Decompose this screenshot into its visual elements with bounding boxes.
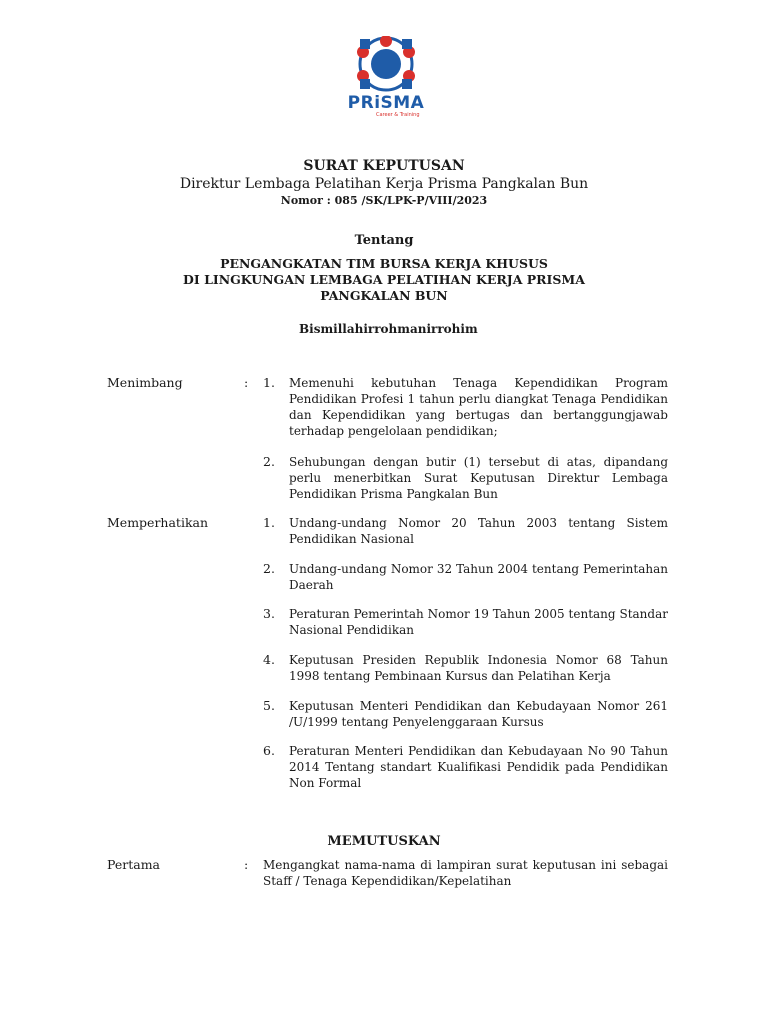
heading-line: DI LINGKUNGAN LEMBAGA PELATIHAN KERJA PRISMA — [183, 272, 585, 287]
memutuskan-heading: MEMUTUSKAN — [327, 834, 441, 849]
menimbang-colon: : — [244, 375, 249, 390]
tentang-label: Tentang — [354, 233, 414, 248]
document-subtitle: Direktur Lembaga Pelatihan Kerja Prisma Pangkalan Bun — [179, 176, 589, 192]
pertama-colon: : — [244, 857, 249, 872]
heading-line: PENGANGKATAN TIM BURSA KERJA KHUSUS — [220, 256, 548, 271]
memperhatikan-item-text: Peraturan Pemerintah Nomor 19 Tahun 2005 tentang Standar Nasional Pendidikan — [289, 607, 668, 637]
memperhatikan-item-text: Undang-undang Nomor 32 Tahun 2004 tentang Pemerintahan Daerah — [289, 562, 668, 592]
pertama-label: Pertama — [107, 857, 161, 872]
menimbang-item-text: Sehubungan dengan butir (1) tersebut di atas, dipandang perlu menerbitkan Surat Keputusan Direktur Lembaga Pendidikan Prisma Pangkalan Bun — [289, 455, 668, 501]
menimbang-item-number: 2. — [263, 454, 275, 469]
decree-heading — [0, 256, 768, 304]
heading-line: PANGKALAN BUN — [320, 288, 448, 303]
memperhatikan-item-text: Peraturan Menteri Pendidikan dan Kebudayaan No 90 Tahun 2014 Tentang standart Kualifikasi Pendidik pada Pendidikan Non Formal — [289, 744, 668, 790]
memperhatikan-item-number: 3. — [263, 606, 275, 621]
memperhatikan-item-number: 4. — [263, 652, 275, 667]
menimbang-item-text: Memenuhi kebutuhan Tenaga Kependidikan Program Pendidikan Profesi 1 tahun perlu diangkat Tenaga Pendidikan dan Kependidikan yang bertugas dan bertanggungjawab terhadap pengelolaan pendidikan; — [289, 376, 668, 438]
bismillah: Bismillahirrohmanirrohim — [299, 322, 478, 336]
memperhatikan-item-text: Keputusan Menteri Pendidikan dan Kebudayaan Nomor 261 /U/1999 tentang Penyelenggaraan Kursus — [289, 699, 668, 729]
logo-text: PRiSMA — [347, 93, 425, 113]
memperhatikan-item-text: Keputusan Presiden Republik Indonesia Nomor 68 Tahun 1998 tentang Pembinaan Kursus dan Pelatihan Kerja — [289, 653, 668, 683]
menimbang-label: Menimbang — [107, 375, 183, 390]
pertama-text: Mengangkat nama-nama di lampiran surat keputusan ini sebagai Staff / Tenaga Kependidikan/Kepelatihan — [263, 858, 668, 888]
memperhatikan-item-text: Undang-undang Nomor 20 Tahun 2003 tentang Sistem Pendidikan Nasional — [289, 516, 668, 546]
memperhatikan-item-number: 6. — [263, 743, 275, 758]
document-number: Nomor : 085 /SK/LPK-P/VIII/2023 — [280, 194, 488, 207]
memperhatikan-item-number: 5. — [263, 698, 275, 713]
document-title: SURAT KEPUTUSAN — [303, 158, 465, 174]
menimbang-item-number: 1. — [263, 375, 275, 390]
memperhatikan-item-number: 2. — [263, 561, 275, 576]
logo-subtext: Career & Training — [376, 112, 420, 118]
memperhatikan-label: Memperhatikan — [107, 515, 209, 530]
memperhatikan-item-number: 1. — [263, 515, 275, 530]
